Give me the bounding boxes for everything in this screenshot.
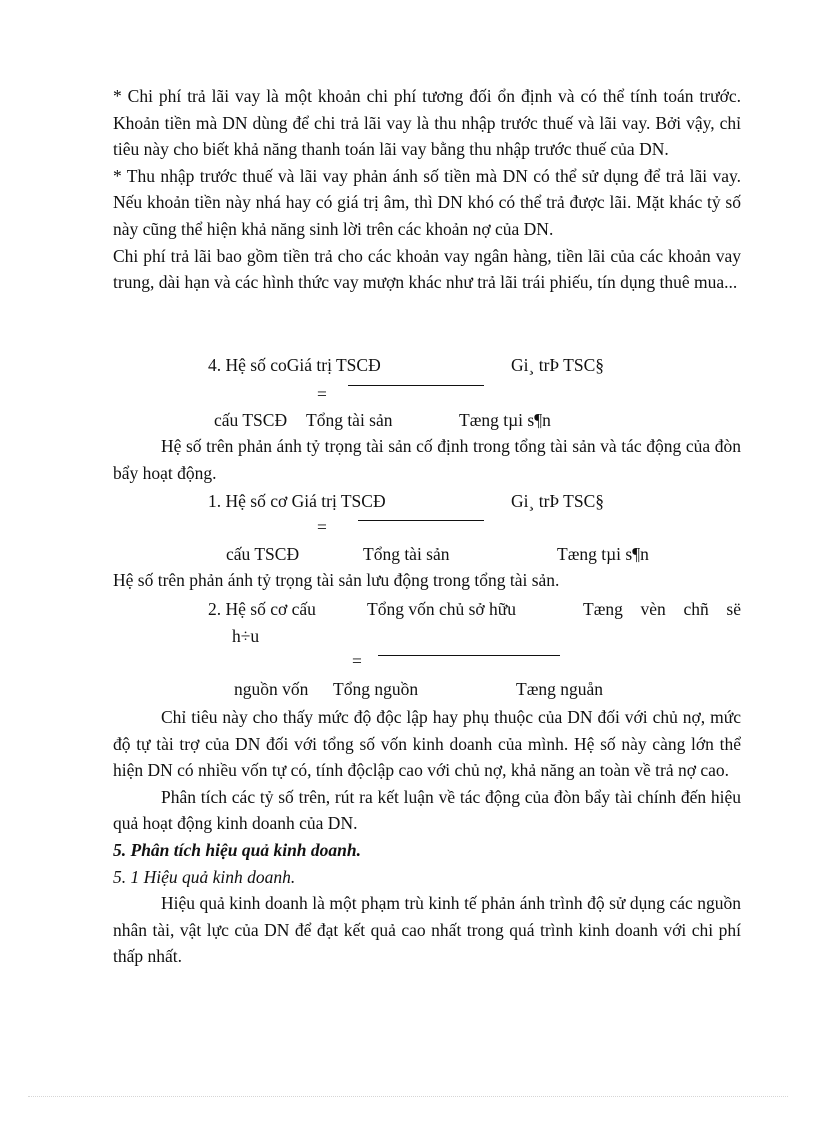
fraction-bar [348,385,484,386]
page-footer-divider [28,1096,788,1097]
formula-label-cont: nguồn vốn [234,679,309,699]
paragraph-interest-cost: Chi phí trả lãi bao gồm tiền trả cho các khoản vay ngân hàng, tiền lãi của các khoản vay trung, dài hạn và các hình thức vay mượn khác như trả lãi trái phiếu, tín dụng thuê mua... [113,245,741,293]
formula-denominator-legacy: Tæng tµi s¶n [557,544,649,564]
formula-label: 2. Hệ số cơ cấu [208,599,316,619]
formula-numerator-legacy: Gi¸ trÞ TSC§ [511,491,605,511]
fraction-bar [358,520,484,521]
paragraph-interest-expense: * Chi phí trả lãi vay là một khoản chi phí tương đối ổn định và có thể tính toán trước. Khoản tiền mà DN dùng để chi trả lãi vay là thu nhập trước thuế và lãi vay. Bởi vậy, chỉ tiêu này cho biết khả năng thanh toán lãi vay bằng thu nhập trước thuế của DN. [113,86,741,160]
formula-label-cont: cấu TSCĐ [214,410,288,430]
text-block-analysis [113,704,741,970]
formula-denominator: Tổng nguồn [333,679,419,699]
paragraph-note-current-asset: Hệ số trên phản ánh tỷ trọng tài sản lưu động trong tổng tài sản. [113,570,560,590]
equals-sign: = [317,384,327,404]
text-block-note1 [113,567,741,594]
formula-denominator: Tổng tài sản [306,410,393,430]
formula-denominator: Tổng tài sản [363,544,450,564]
paragraph-conclusion: Phân tích các tỷ số trên, rút ra kết luận về tác động của đòn bẩy tài chính đến hiệu quả hoạt động kinh doanh của DN. [113,786,741,834]
paragraph-ebit: * Thu nhập trước thuế và lãi vay phản ánh số tiền mà DN có thể sử dụng để trả lãi vay. Nếu khoản tiền này nhá hay có giá trị âm, thì DN khó có thể trả được lãi. Mặt khác tỷ số này cũng thể hiện khả năng sinh lời trên các khoản nợ của DN. [113,165,741,239]
formula-numerator-legacy: Gi¸ trÞ TSC§ [511,355,605,375]
equals-sign: = [317,517,327,537]
formula-label-cont: cấu TSCĐ [226,544,300,564]
formula-label: 4. Hệ số coGiá trị TSCĐ [208,355,381,375]
section-heading: 5. Phân tích hiệu quả kinh doanh. [113,839,361,860]
subsection-heading: 5. 1 Hiệu quả kinh doanh. [113,866,296,887]
fraction-bar [378,655,560,656]
formula-denominator-legacy: Tæng nguån [516,679,604,699]
formula-numerator: Tổng vốn chủ sở hữu [367,599,517,619]
text-block-note4 [113,433,741,486]
paragraph-business-efficiency: Hiệu quả kinh doanh là một phạm trù kinh tế phản ánh trình độ sử dụng các nguồn nhân tài, vật lực của DN để đạt kết quả cao nhất trong quá trình kinh doanh với chi phí thấp nhất. [113,893,741,967]
formula-denominator-legacy: Tæng tµi s¶n [459,410,551,430]
paragraph-independence: Chỉ tiêu này cho thấy mức độ độc lập hay phụ thuộc của DN đối với chủ nợ, mức độ tự tài trợ của DN đối với tổng số vốn kinh doanh của mình. Hệ số này càng lớn thể hiện DN có nhiều vốn tự có, tính độclập cao với chủ nợ, khả năng an toàn về trả nợ cao. [113,707,741,781]
formula-numerator-legacy-tail: h÷u [232,626,260,646]
text-block-top [113,83,741,296]
formula-numerator-legacy: Tæng vèn chñ së [583,599,741,619]
formula-label: 1. Hệ số cơ Giá trị TSCĐ [208,491,386,511]
paragraph-note-fixed-asset: Hệ số trên phản ánh tỷ trọng tài sản cố định trong tổng tài sản và tác động của đòn bẩy hoạt động. [113,436,741,483]
equals-sign: = [352,651,362,671]
